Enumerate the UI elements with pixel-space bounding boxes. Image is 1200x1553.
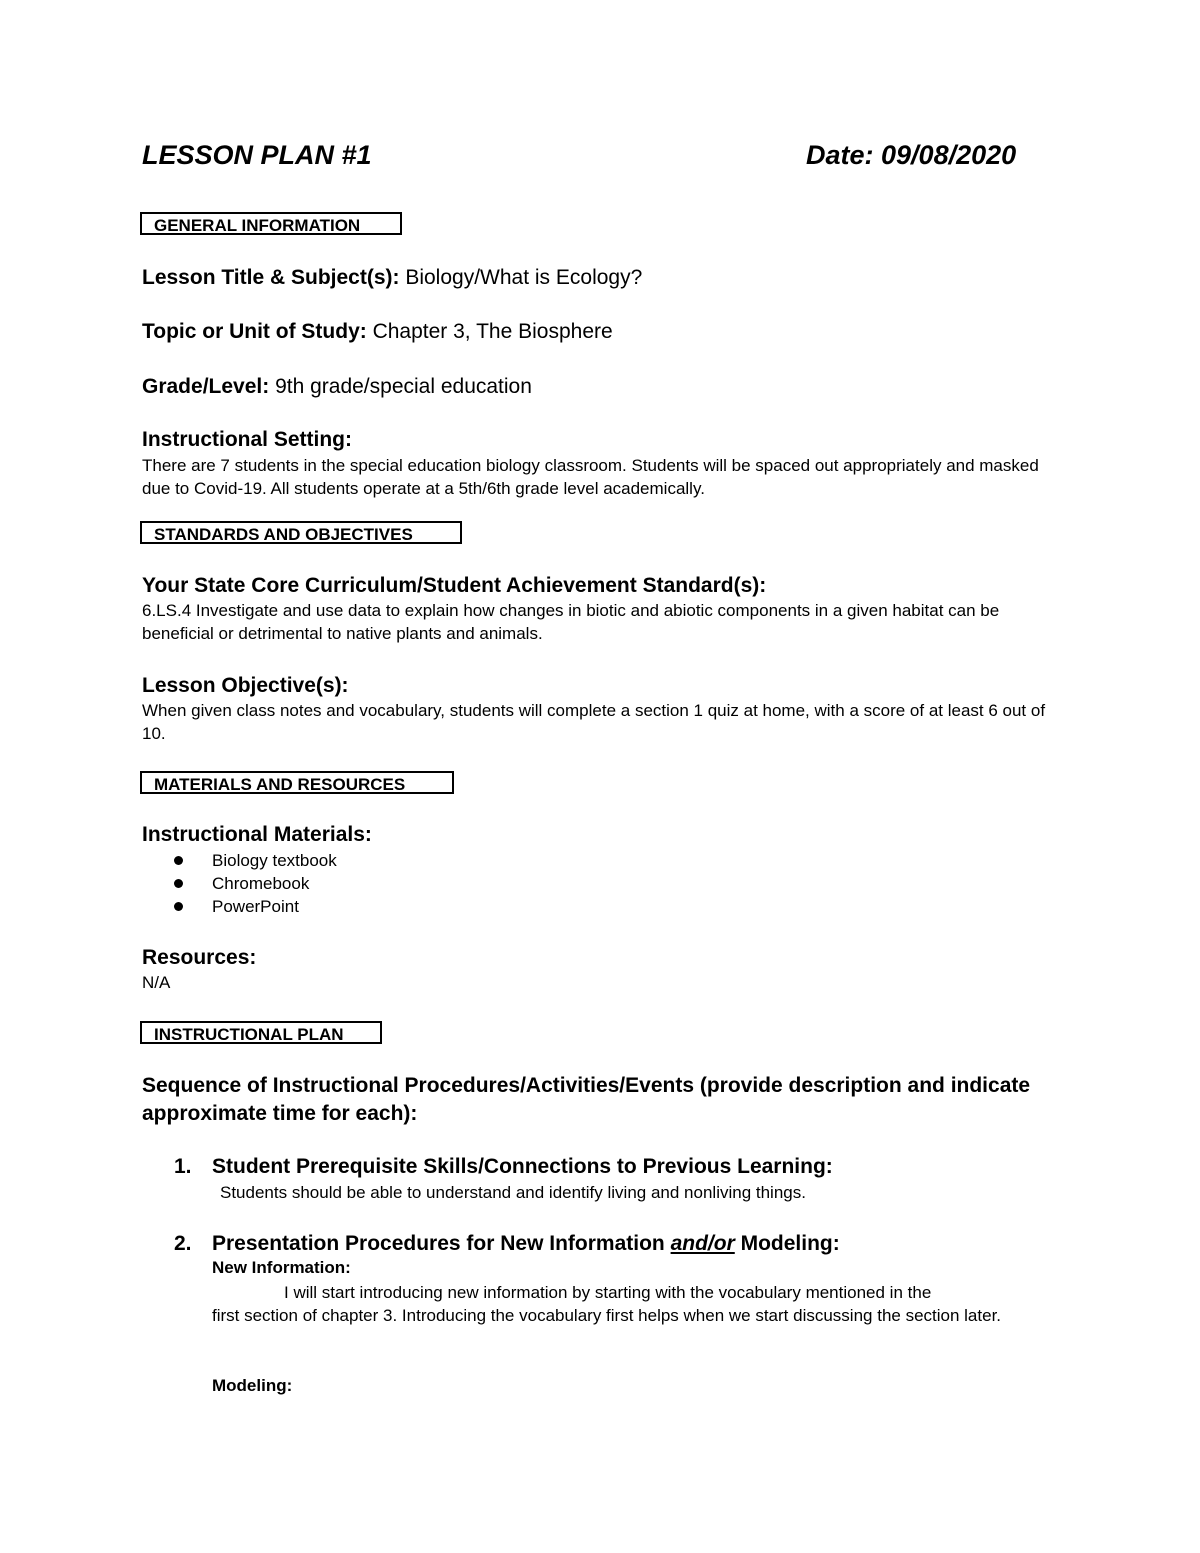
bullet-icon (174, 879, 183, 888)
lesson-title-field (142, 266, 642, 290)
materials-list (174, 849, 337, 918)
lesson-title-label: Lesson Title & Subject(s): (142, 266, 400, 289)
standard-label: Your State Core Curriculum/Student Achievement Standard(s): (142, 574, 767, 597)
step-number: 2. (174, 1232, 192, 1255)
objective-label: Lesson Objective(s): (142, 674, 349, 697)
and-or-emphasis: and/or (670, 1232, 735, 1255)
resources-value: N/A (142, 973, 171, 992)
lesson-date: Date: 09/08/2020 (806, 140, 1017, 170)
grade-value: 9th grade/special education (269, 375, 532, 398)
section-header-standards: STANDARDS AND OBJECTIVES (140, 521, 462, 544)
setting-text: There are 7 students in the special education biology classroom. Students will be spaced out appropriately and masked due to Covid-19. All students operate at a 5th/6th grade level academically. (142, 456, 1039, 498)
step1-text: Students should be able to understand and identify living and nonliving things. (220, 1183, 806, 1202)
grade-label: Grade/Level: (142, 375, 270, 398)
resources-label: Resources: (142, 946, 257, 969)
bullet-icon (174, 856, 183, 865)
grade-field (142, 375, 532, 399)
list-item: Biology textbook (174, 849, 337, 872)
bullet-icon (174, 902, 183, 911)
section-header-general: GENERAL INFORMATION (140, 212, 402, 235)
new-info-text: first section of chapter 3. Introducing the vocabulary first helps when we start discussing the section later. (212, 1306, 1002, 1325)
materials-label: Instructional Materials: (142, 823, 372, 846)
topic-label: Topic or Unit of Study: (142, 320, 367, 343)
lesson-title-value: Biology/What is Ecology? (399, 266, 643, 289)
section-header-materials: MATERIALS AND RESOURCES (140, 771, 454, 794)
page-title: LESSON PLAN #1 (142, 140, 372, 170)
topic-value: Chapter 3, The Biosphere (366, 320, 613, 343)
section-header-instructional: INSTRUCTIONAL PLAN (140, 1021, 382, 1044)
modeling-label: Modeling: (212, 1376, 293, 1395)
objective-text: When given class notes and vocabulary, students will complete a section 1 quiz at home, with a score of at least 6 out of 10. (142, 701, 1046, 743)
new-info-text-line1: I will start introducing new information by starting with the vocabulary mentioned in the (284, 1283, 932, 1302)
list-item: PowerPoint (174, 895, 337, 918)
topic-field (142, 320, 613, 344)
sequence-heading: Sequence of Instructional Procedures/Activities/Events (provide description and indicate approximate time for each): (142, 1074, 1031, 1125)
step2-title: Presentation Procedures for New Information and/or Modeling: (212, 1232, 840, 1255)
setting-label: Instructional Setting: (142, 428, 352, 451)
new-info-label: New Information: (212, 1258, 351, 1277)
step-number: 1. (174, 1155, 192, 1178)
standard-text: 6.LS.4 Investigate and use data to explain how changes in biotic and abiotic components in a given habitat can be beneficial or detrimental to native plants and animals. (142, 601, 1000, 643)
list-item: Chromebook (174, 872, 337, 895)
step1-title: Student Prerequisite Skills/Connections to Previous Learning: (212, 1155, 833, 1178)
